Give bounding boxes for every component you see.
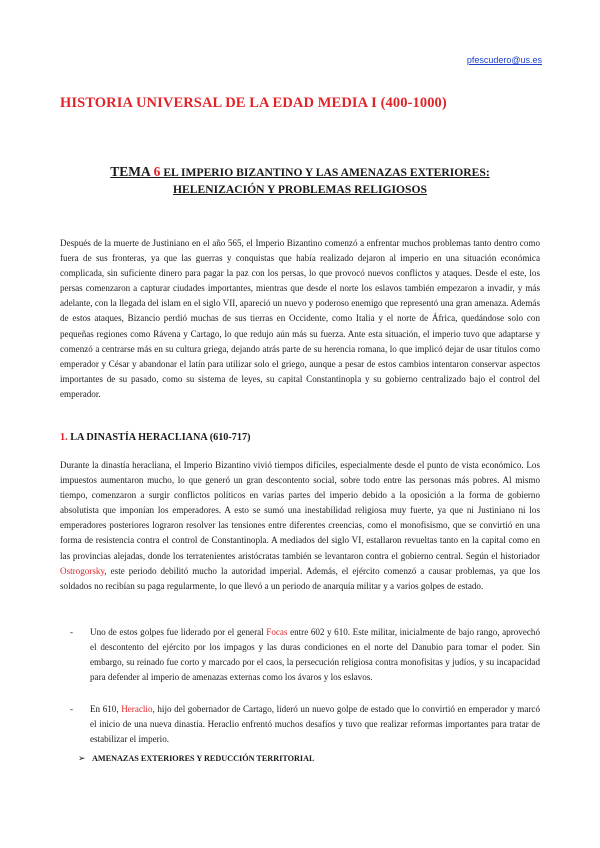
person-name-focas: Focas <box>266 627 288 637</box>
section-paragraph-start: Durante la dinastía heracliana, el Imperio Bizantino vivió tiempos difíciles, especialmente desde el punto de vista económico. Los impuestos aumentaron mucho, lo que generó un gran descontento social, sobre todo entre las personas más pobres. Al mismo tiempo, comenzaron a surgir conflictos políticos en varias partes del imperio debido a la oposición a la forma de gobierno absolutista que imponían los emperadores. A esto se sumó una inestabilidad religiosa muy fuerte, ya que ni Justiniano ni los emperadores posteriores lograron resolver las tensiones entre diferentes creencias, como el monofisismo, que se convirtió en una forma de resistencia contra el control de Constantinopla. A mediados del siglo VI, estallaron revueltas tanto en la capital como en las provincias alejadas, donde los terratenientes aristócratas también se levantaron contra el gobierno central. Según el historiador <box>60 460 540 561</box>
historian-name: Ostrogorsky <box>60 565 105 576</box>
list-item <box>70 702 540 747</box>
list-item-text-start: Uno de estos golpes fue liderado por el general <box>90 627 267 637</box>
list-item-text-start: En 610, <box>90 704 122 714</box>
topic-title-line2: HELENIZACIÓN Y PROBLEMAS RELIGIOSOS <box>173 183 427 196</box>
section-title: LA DINASTÍA HERACLIANA (610-717) <box>70 432 251 443</box>
person-name-heraclio: Heraclio <box>121 704 153 714</box>
section-heading <box>60 432 250 443</box>
dash-bullet: - <box>70 627 74 637</box>
topic-title-line1: EL IMPERIO BIZANTINO Y LAS AMENAZAS EXTERIORES: <box>163 166 490 179</box>
course-title: HISTORIA UNIVERSAL DE LA EDAD MEDIA I (400-1000) <box>60 95 447 111</box>
dash-bullet: - <box>70 704 74 714</box>
list-item-text-end: , hijo del gobernador de Cartago, lideró un nuevo golpe de estado que lo convirtió en emperador y marcó el inicio de una nueva dinastía. Heraclio enfrentó muchos desafíos y tuvo que realizar reformas importantes para tratar de estabilizar el imperio. <box>90 704 540 745</box>
topic-number: 6 <box>153 164 161 179</box>
list-item-text-end: entre 602 y 610. Este militar, inicialmente de bajo rango, aprovechó el descontento del ejército por los impagos y las duras condiciones en el norte del Danubio para tomar el poder. Sin embargo, su reinado fue corto y marcado por el caos, la persecución religiosa contra monofisitas y judíos, y su incapacidad para defender al imperio de amenazas externas como los ávaros y los eslavos. <box>90 627 540 683</box>
section-paragraph <box>60 458 540 594</box>
section-number: 1. <box>60 432 68 443</box>
topic-heading <box>70 163 530 198</box>
subheading-text: AMENAZAS EXTERIORES Y REDUCCIÓN TERRITORIAL <box>92 754 315 763</box>
arrow-bullet-icon: ➢ <box>78 754 86 764</box>
section-paragraph-end: , este periodo debilitó mucho la autoridad imperial. Además, el ejército comenzó a causar problemas, ya que los soldados no recibían su paga regularmente, lo que llevó a un periodo de anarquía militar y a varios golpes de estado. <box>60 565 540 591</box>
topic-label: TEMA <box>110 164 151 179</box>
intro-paragraph: Después de la muerte de Justiniano en el año 565, el Imperio Bizantino comenzó a enfrentar muchos problemas tanto dentro como fuera de sus fronteras, ya que las guerras y conquistas que había realizado dejaron al imperio en una situación económica complicada, sin suficiente dinero para pagar la paz con los persas, lo que provocó nuevos conflictos y ataques. Desde el este, los persas comenzaron a capturar ciudades importantes, mientras que desde el norte los eslavos también empezaron a invadir, y más adelante, con la llegada del islam en el siglo VII, apareció un nuevo y poderoso enemigo que representó una gran amenaza. Además de estos ataques, Bizancio perdió muchas de sus tierras en Occidente, como Italia y el norte de África, quedándose solo con pequeñas regiones como Rávena y Cartago, lo que redujo aún más su fuerza. Ante esta situación, el imperio tuvo que adaptarse y comenzó a centrarse más en su cultura griega, dejando atrás parte de su herencia romana, lo que implicó dejar de usar títulos como emperador y César y abandonar el latín para utilizar solo el griego, aunque a pesar de estos cambios intentaron conservar aspectos importantes de su pasado, como su sistema de leyes, su capital Constantinopla y su gobierno centralizado bajo el control del emperador. <box>60 238 540 399</box>
subheading <box>78 754 314 763</box>
list-item <box>70 625 540 685</box>
author-email-link[interactable]: pfescudero@us.es <box>466 55 542 65</box>
